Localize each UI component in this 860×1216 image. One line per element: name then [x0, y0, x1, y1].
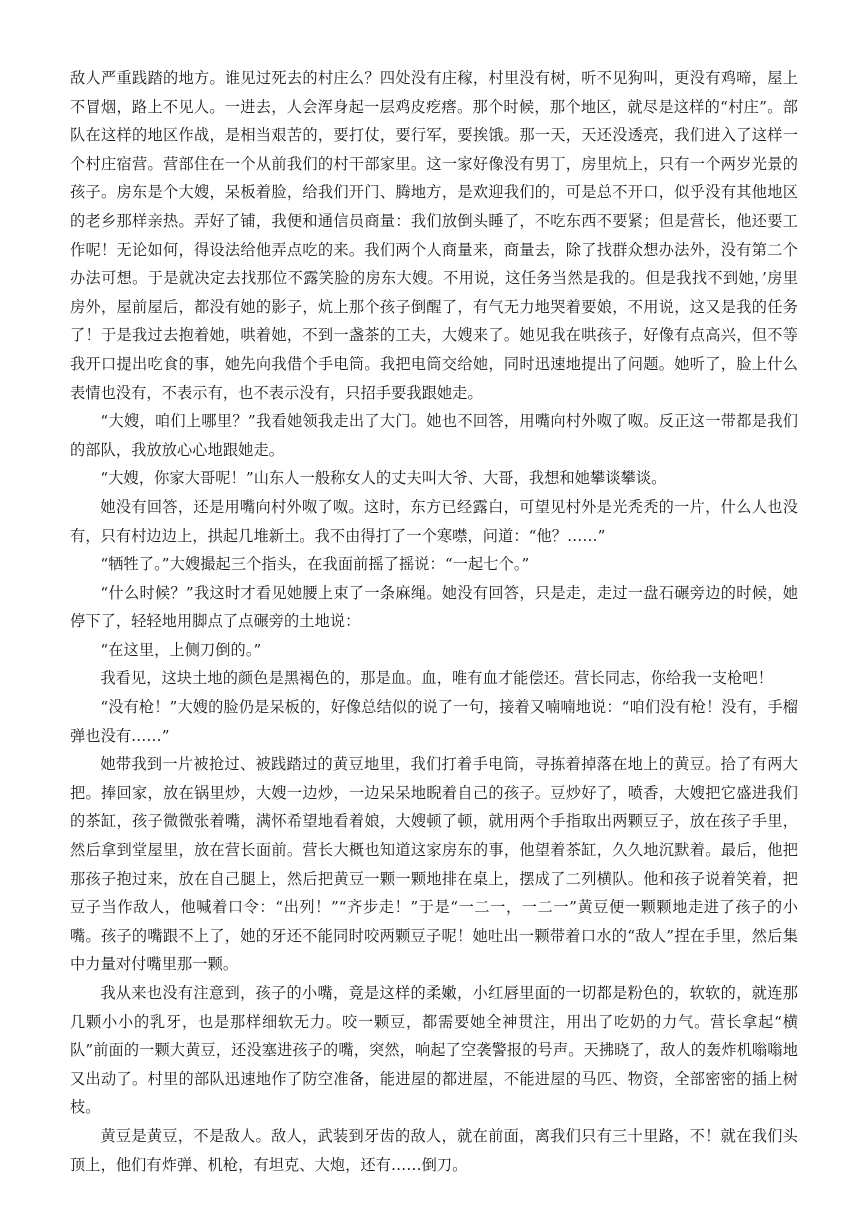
paragraph-11: 我从来也没有注意到，孩子的小嘴，竟是这样的柔嫩，小红唇里面的一切都是粉色的，软软的，就连那几颗小小的乳牙，也是那样细软无力。咬一颗豆，都需要她全神贯注，用出了吃奶的力气。营长拿起“横队”前面的一颗大黄豆，还没塞进孩子的嘴，突然，响起了空袭警报的号声。天拂晓了，敌人的轰炸机嗡嗡地又出动了。村里的部队迅速地作了防空准备，能进屋的都进屋，不能进屋的马匹、物资，全部密密的插上树枝。 — [70, 984, 798, 1117]
paragraph-4: 她没有回答，还是用嘴向村外呶了呶。这时，东方已经露白，可望见村外是光秃秃的一片，什么人也没有，只有村边边上，拱起几堆新土。我不由得打了一个寒噤，问道：“他？……” — [70, 497, 798, 545]
paragraph-5: “牺牲了。”大嫂撮起三个指头，在我面前摇了摇说：“一起七个。” — [100, 555, 530, 574]
paragraph-7: “在这里，上侧刀倒的。” — [100, 640, 262, 659]
document-page — [70, 64, 798, 1179]
paragraph-9: “没有枪！”大嫂的脸仍是呆板的，好像总结似的说了一句，接着又喃喃地说：“咱们没有枪！没有，手榴弹也没有……” — [70, 698, 798, 745]
paragraph-3: “大嫂，你家大哥呢！”山东人一般称女人的丈夫叫大爷、大哥，我想和她攀谈攀谈。 — [100, 469, 667, 488]
paragraph-12: 黄豆是黄豆，不是敌人。敌人，武装到牙齿的敌人，就在前面，离我们只有三十里路，不！就在我们头顶上，他们有炸弹、机枪，有坦克、大炮，还有……倒刀。 — [70, 1126, 798, 1174]
paragraph-6: “什么时候？”我这时才看见她腰上束了一条麻绳。她没有回答，只是走，走过一盘石碾旁边的时候，她停下了，轻轻地用脚点了点碾旁的土地说： — [70, 583, 798, 631]
paragraph-2: “大嫂，咱们上哪里？”我看她领我走出了大门。她也不回答，用嘴向村外呶了呶。反正这一带都是我们的部队，我放放心心地跟她走。 — [70, 412, 798, 459]
paragraph-10: 她带我到一片被抢过、被践踏过的黄豆地里，我们打着手电筒，寻拣着掉落在地上的黄豆。拾了有两大把。捧回家，放在锅里炒，大嫂一边炒，一边呆呆地睨着自己的孩子。豆炒好了，喷香，大嫂把它盛进我们的茶缸，孩子微微张着嘴，满怀希望地看着娘，大嫂顿了顿，就用两个手指取出两颗豆子，放在孩子手里，然后拿到堂屋里，放在营长面前。营长大概也知道这家房东的事，他望着茶缸，久久地沉默着。最后，他把那孩子抱过来，放在自己腿上，然后把黄豆一颗一颗地排在桌上，摆成了二列横队。他和孩子说着笑着，把豆子当作敌人，他喊着口令：“出列！”“齐步走！”于是“一二一，一二一”黄豆便一颗颗地走进了孩子的小嘴。孩子的嘴跟不上了，她的牙还不能同时咬两颗豆子呢！她吐出一颗带着口水的“敌人”捏在手里，然后集中力量对付嘴里那一颗。 — [70, 755, 798, 974]
paragraph-1: 敌人严重践踏的地方。谁见过死去的村庄么？四处没有庄稼，村里没有树，听不见狗叫，更没有鸡啼，屋上不冒烟，路上不见人。一进去，人会浑身起一层鸡皮疙瘩。那个时候，那个地区，就尽是这样的“村庄”。部队在这样的地区作战，是相当艰苦的，要打仗，要行军，要挨饿。那一天，天还没透亮，我们进入了这样一个村庄宿营。营部住在一个从前我们的村干部家里。这一家好像没有男丁，房里炕上，只有一个两岁光景的孩子。房东是个大嫂，呆板着脸，给我们开门、腾地方，是欢迎我们的，可是总不开口，似乎没有其他地区的老乡那样亲热。弄好了铺，我便和通信员商量：我们放倒头睡了，不吃东西不要紧；但是营长，他还要工作呢！无论如何，得设法给他弄点吃的来。我们两个人商量来，商量去，除了找群众想办法外，没有第二个办法可想。于是就决定去找那位不露笑脸的房东大嫂。不用说，这任务当然是我的。但是我找不到她，’房里房外，屋前屋后，都没有她的影子，炕上那个孩子倒醒了，有气无力地哭着要娘，不用说，这又是我的任务了！于是我过去抱着她，哄着她，不到一盏茶的工夫，大嫂来了。她见我在哄孩子，好像有点高兴，但不等我开口提出吃食的事，她先向我借个手电筒。我把电筒交给她，同时迅速地提出了问题。她听了，脸上什么表情也没有，不表示有，也不表示没有，只招手要我跟她走。 — [70, 69, 798, 402]
paragraph-8: 我看见，这块土地的颜色是黑褐色的，那是血。血，唯有血才能偿还。营长同志，你给我一支枪吧！ — [100, 669, 774, 688]
